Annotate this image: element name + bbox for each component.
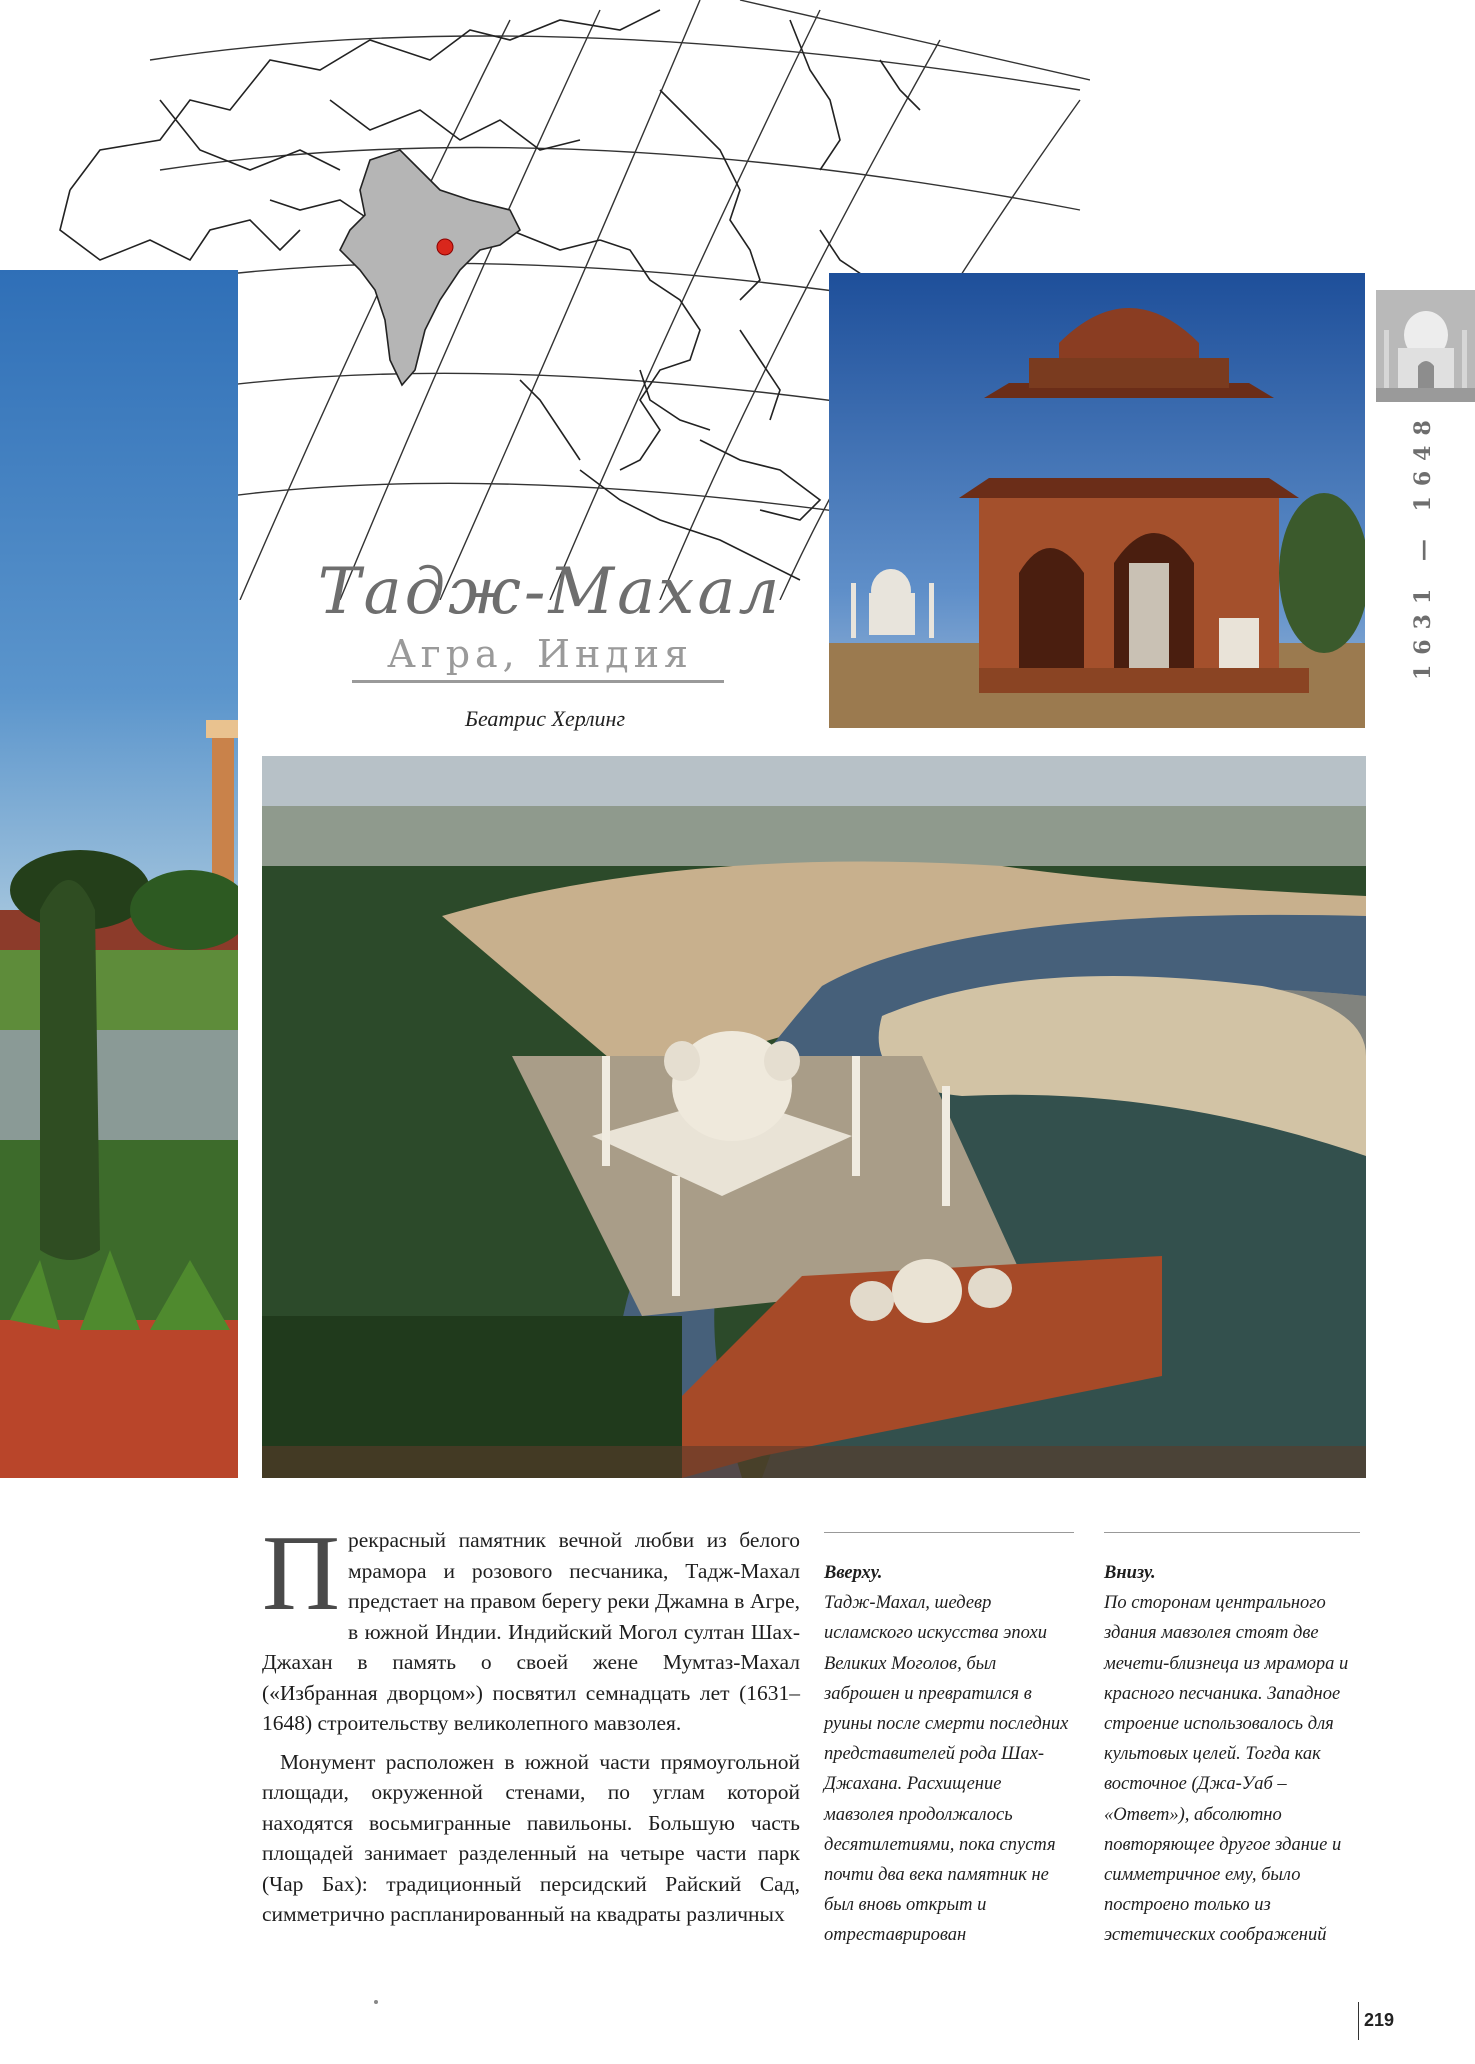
caption-bottom-text: По сторонам центрального здания мавзолея стоят две мечети-близнеца из мрамора и красного песчаника. Западное строение использовалось для культовых целей. Тогда как восточное (Джа-Уаб – «Ответ»), абсолютно повторяющее другое здание и симметричное ему, было построено только из эстетических соображений [1104, 1593, 1349, 1946]
caption-top-heading: Вверху. [824, 1563, 883, 1583]
page-number-rule [1358, 2002, 1359, 2040]
paragraph-2: Монумент расположен в южной части прямоугольной площади, окруженной стенами, по углам которой находятся восьмигранные павильоны. Большую часть площадей занимает разделенный на четыре части парк (Чар Бах): традиционный персидский Райский Сад, симметрично распланированный на квадраты различных [262, 1749, 800, 1926]
agra-marker [437, 239, 453, 255]
india-region [340, 150, 520, 385]
caption-rule-bottom [1104, 1532, 1360, 1533]
caption-bottom [1104, 1558, 1354, 1951]
page-dot [374, 2000, 378, 2004]
year-range: 1631 — 1648 [1410, 410, 1436, 680]
thumbnail-taj-mahal [1376, 290, 1475, 402]
author-name: Беатрис Херлинг [464, 706, 626, 731]
page-subtitle: Агра, Индия [387, 632, 693, 676]
drop-cap: П [262, 1514, 340, 1633]
page-number: 219 [1364, 2010, 1395, 2030]
caption-top-text: Тадж-Махал, шедевр исламского искусства эпохи Великих Моголов, был заброшен и превратился в руины после смерти последних представителей рода Шах-Джахана. Расхищение мавзолея продолжалось десятилетиями, пока спустя почти два века памятник не был вновь открыт и отреставрирован [824, 1593, 1069, 1946]
article-body [262, 1514, 800, 1930]
paragraph-1-text: рекрасный памятник вечной любви из белого мрамора и розового песчаника, Тадж-Махал предстает на правом берегу реки Джамна в Агре, в южной Индии. Индийский Могол султан Шах-Джахан в память о своей жене Мумтаз-Махал («Избранная дворцом») посвятил семнадцать лет (1631–1648) строительству великолепного мавзолея. [262, 1528, 800, 1735]
paragraph-1 [262, 1514, 800, 1739]
photo-red-pavilion [829, 273, 1365, 728]
caption-bottom-heading: Внизу. [1104, 1563, 1156, 1583]
caption-rule-top [824, 1532, 1074, 1533]
photo-aerial-taj-mahal [262, 756, 1366, 1478]
page-title: Тадж-Махал [317, 555, 783, 629]
photo-garden-cypress [0, 270, 238, 1478]
caption-top [824, 1558, 1074, 1951]
subtitle-underline [352, 680, 724, 683]
